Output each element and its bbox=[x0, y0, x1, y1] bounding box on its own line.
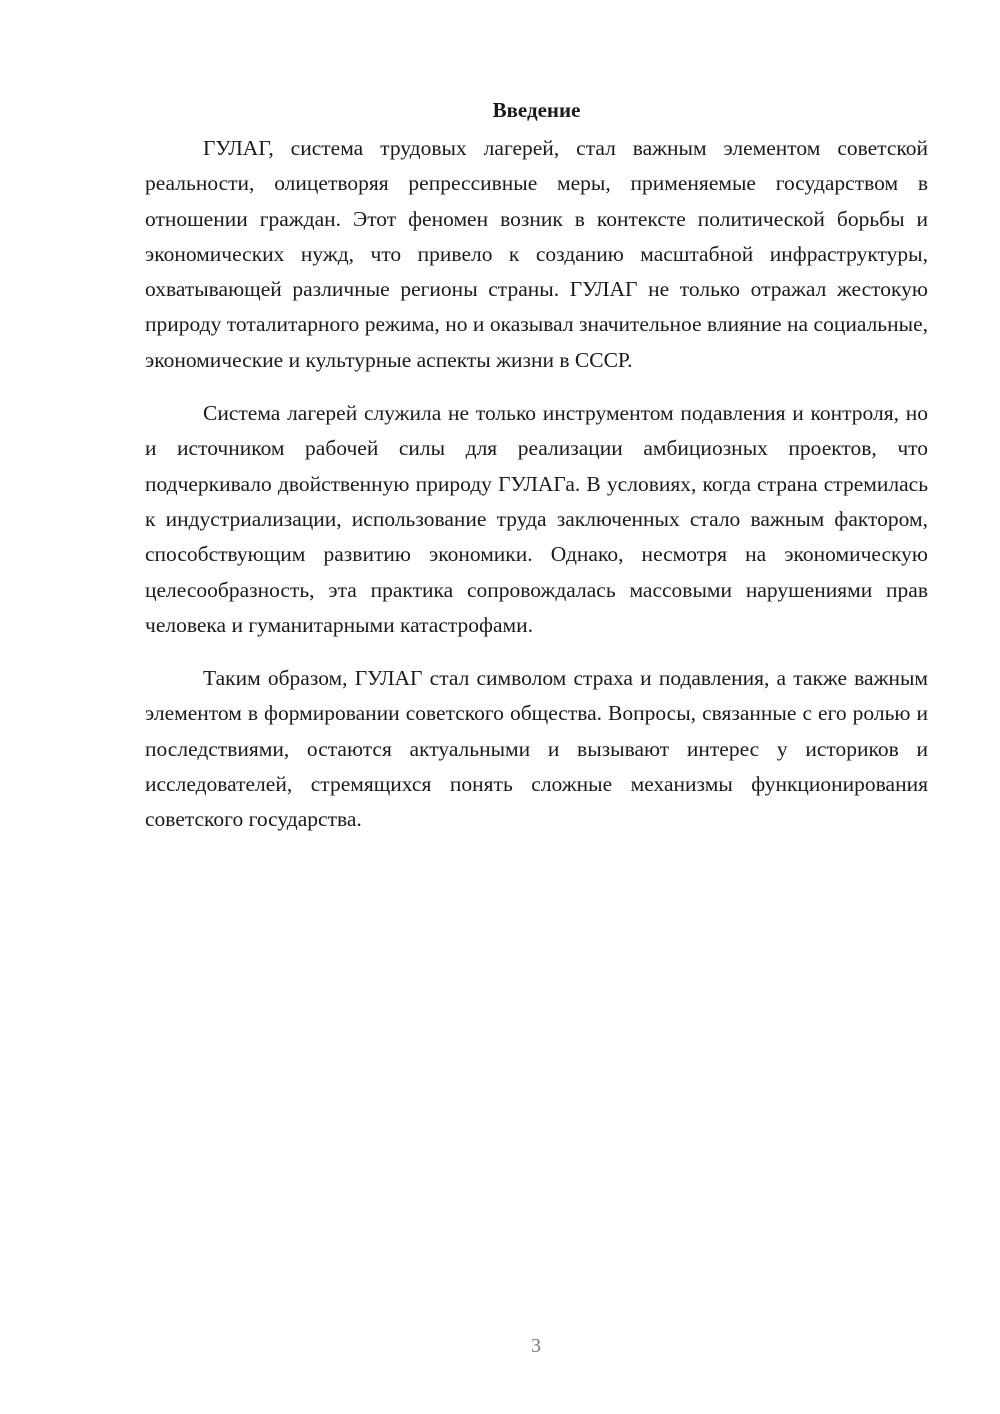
page-content bbox=[145, 95, 928, 856]
page-number: 3 bbox=[531, 1335, 541, 1357]
paragraph-1: ГУЛАГ, система трудовых лагерей, стал важным элементом советской реальности, олицетворяя репрессивные меры, применяемые государством в отношении граждан. Этот феномен возник в контексте политической борьбы и экономических нужд, что привело к созданию масштабной инфраструктуры, охватывающей различные регионы страны. ГУЛАГ не только отражал жестокую природу тоталитарного режима, но и оказывал значительное влияние на социальные, экономические и культурные аспекты жизни в СССР. bbox=[145, 136, 928, 372]
paragraph-2: Система лагерей служила не только инструментом подавления и контроля, но и источником рабочей силы для реализации амбициозных проектов, что подчеркивало двойственную природу ГУЛАГа. В условиях, когда страна стремилась к индустриализации, использование труда заключенных стало важным фактором, способствующим развитию экономики. Однако, несмотря на экономическую целесообразность, эта практика сопровождалась массовыми нарушениями прав человека и гуманитарными катастрофами. bbox=[145, 401, 928, 637]
section-heading: Введение bbox=[492, 98, 581, 122]
paragraph-3: Таким образом, ГУЛАГ стал символом страха и подавления, а также важным элементом в формировании советского общества. Вопросы, связанные с его ролью и последствиями, остаются актуальными и вызывают интерес у историков и исследователей, стремящихся понять сложные механизмы функционирования советского государства. bbox=[145, 666, 928, 832]
